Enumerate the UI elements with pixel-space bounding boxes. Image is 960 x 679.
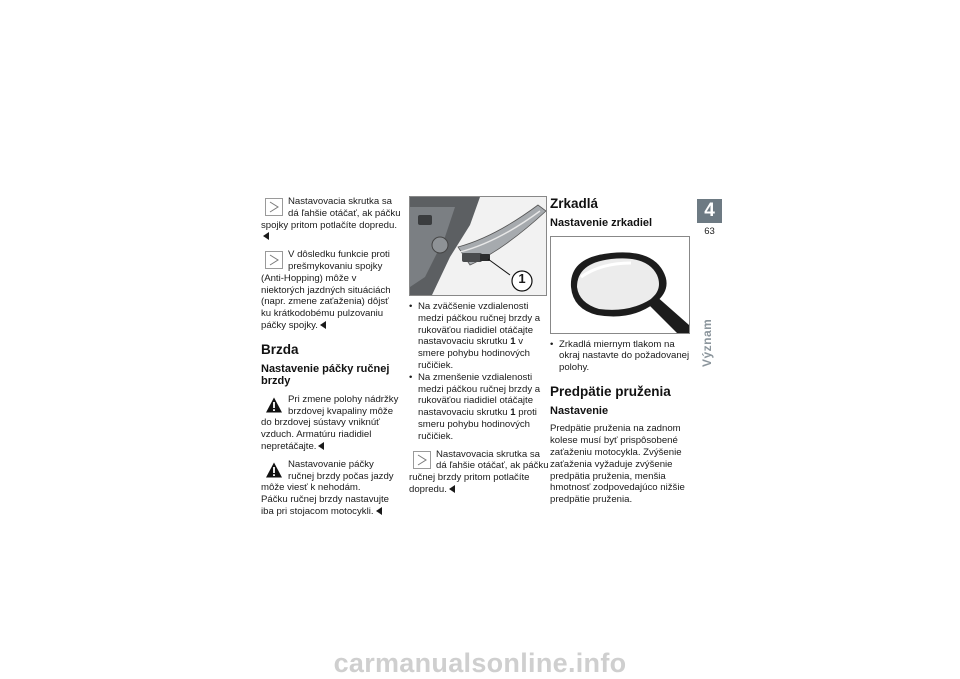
mirror-figure — [550, 236, 690, 334]
paragraph-stationary: Páčku ručnej brzdy nastavujte iba pri stojacom motocykli. — [261, 494, 389, 517]
column-1 — [261, 196, 401, 518]
page-number: 63 — [704, 226, 715, 237]
warning-icon — [265, 461, 283, 479]
note-icon — [413, 451, 431, 469]
heading-mirrors: Zrkadlá — [550, 196, 599, 211]
warning-icon — [265, 396, 283, 414]
section-title: Význam — [700, 318, 714, 367]
note-text: Nastavovacia skrutka sa dá ľahšie otáčať, ak páčku ručnej brzdy pritom potlačíte dopredu. — [409, 448, 549, 495]
heading-brake: Brzda — [261, 341, 299, 357]
note-clutch-screw — [261, 196, 401, 243]
heading-spring-preload: Predpätie pruženia — [550, 383, 671, 399]
chapter-number: 4 — [697, 199, 722, 223]
note-brake-screw — [409, 449, 549, 496]
end-marker-icon — [376, 507, 382, 515]
list-item: • Zrkadlá miernym tlakom na okraj nastavte do požadovanej polohy. — [550, 339, 690, 374]
warning-while-riding — [261, 459, 401, 494]
chapter-tab — [697, 199, 722, 367]
warning-text: Pri zmene polohy nádržky brzdovej kvapaliny môže do brzdovej sústavy vniknúť vzduch. Armatúru riadidiel nepretáčajte. — [261, 393, 399, 452]
mirror-list — [550, 339, 690, 374]
subheading-preload-adjust: Nastavenie — [550, 404, 609, 417]
list-item: • Na zmenšenie vzdialenosti medzi páčkou ručnej brzdy a rukoväťou riadidiel otáčajte nastavovaciu skrutku 1 proti smeru pohybu hodinových ručičiek. — [409, 372, 549, 443]
brake-lever-figure — [409, 196, 547, 296]
warning-text: Nastavovanie páčky ručnej brzdy počas jazdy môže viesť k nehodám. — [261, 458, 394, 494]
end-marker-icon — [449, 485, 455, 493]
end-marker-icon — [263, 232, 269, 240]
note-icon — [265, 198, 283, 216]
watermark: carmanualsonline.info — [333, 648, 627, 678]
subheading-mirror-adjust: Nastavenie zrkadiel — [550, 217, 653, 229]
paragraph-preload: Predpätie pruženia na zadnom kolese musí byť prispôsobené zaťaženiu motocykla. Zvýšenie zaťaženia vyžaduje zvýšenie predpätia pruženia, menšia hmotnosť zodpovedajúco nižšie predpätie pruženia. — [550, 423, 685, 506]
subheading-brake-lever: Nastavenie páčky ručnej brzdy — [261, 362, 390, 388]
column-3 — [550, 196, 690, 506]
column-2 — [409, 196, 549, 502]
note-icon — [265, 251, 283, 269]
note-text: Nastavovacia skrutka sa dá ľahšie otáčať, ak páčku spojky pritom potlačíte dopredu. — [261, 196, 401, 231]
figure-callout-1: 1 — [518, 271, 526, 286]
note-text: V dôsledku funkcie proti prešmykovaniu spojky (Anti-Hopping) môže v niektorých jazdných situáciách (napr. zmene zaťaženia) dôjsť ku krátkodobému pulzovaniu páčky spojky. — [261, 249, 391, 331]
mirror-illustration — [551, 237, 689, 333]
brake-adjust-list — [409, 301, 549, 443]
note-anti-hopping — [261, 249, 401, 332]
end-marker-icon — [318, 442, 324, 450]
list-item: • Na zväčšenie vzdialenosti medzi páčkou ručnej brzdy a rukoväťou riadidiel otáčajte nastavovaciu skrutku 1 v smere pohybu hodinových ručičiek. — [409, 301, 549, 372]
warning-brake-fluid — [261, 394, 401, 453]
end-marker-icon — [320, 321, 326, 329]
